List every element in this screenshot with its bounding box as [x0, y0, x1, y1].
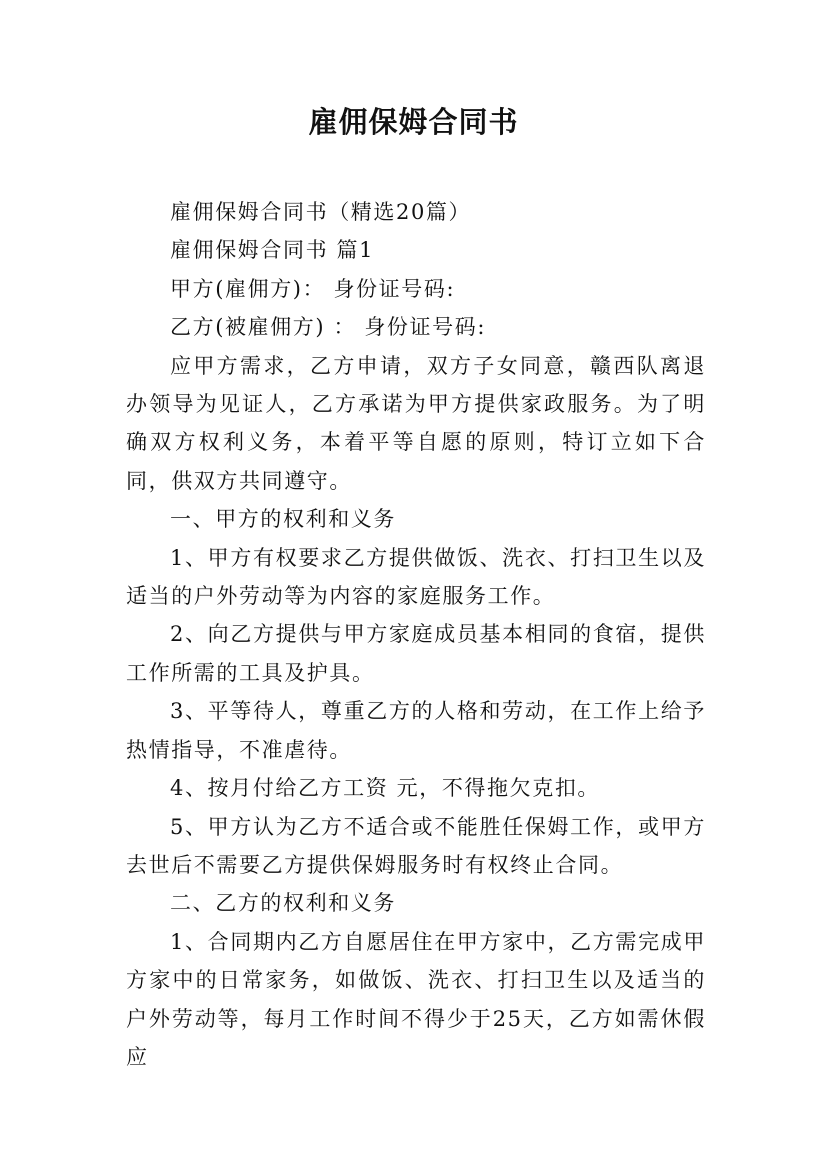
paragraph-a-clause-1: 1、甲方有权要求乙方提供做饭、洗衣、打扫卫生以及适当的户外劳动等为内容的家庭服务工作。 [126, 545, 706, 609]
paragraph-preamble: 应甲方需求，乙方申请，双方子女同意，赣西队离退办领导为见证人，乙方承诺为甲方提供家政服务。为了明确双方权利义务，本着平等自愿的原则，特订立如下合同，供双方共同遵守。 [126, 353, 706, 493]
paragraph-a-clause-3: 3、平等待人，尊重乙方的人格和劳动，在工作上给予热情指导，不准虐待。 [126, 699, 706, 762]
paragraph-b-clause-1: 1、合同期内乙方自愿居住在甲方家中，乙方需完成甲方家中的日常家务，如做饭、洗衣、打扫卫生以及适当的户外劳动等，每月工作时间不得少于25天，乙方如需休假应 [126, 929, 706, 1069]
paragraph-party-a: 甲方(雇佣方)： 身份证号码: [170, 276, 456, 301]
paragraph-a-clause-5: 5、甲方认为乙方不适合或不能胜任保姆工作，或甲方去世后不需要乙方提供保姆服务时有权终止合同。 [126, 814, 706, 877]
paragraph-collection-title: 雇佣保姆合同书（精选20篇） [170, 200, 472, 224]
document-body [126, 193, 706, 1076]
paragraph-party-b: 乙方(被雇佣方) ： 身份证号码: [170, 315, 487, 340]
paragraph-a-clause-2: 2、向乙方提供与甲方家庭成员基本相同的食宿，提供工作所需的工具及护具。 [126, 622, 706, 685]
paragraph-a-clause-4: 4、按月付给乙方工资 元，不得拖欠克扣。 [170, 776, 601, 801]
paragraph-heading-party-b-rights: 二、乙方的权利和义务 [170, 891, 396, 916]
document-title: 雇佣保姆合同书 [308, 105, 519, 139]
paragraph-heading-party-a-rights: 一、甲方的权利和义务 [170, 507, 396, 532]
paragraph-section-heading: 雇佣保姆合同书 篇1 [170, 238, 375, 263]
